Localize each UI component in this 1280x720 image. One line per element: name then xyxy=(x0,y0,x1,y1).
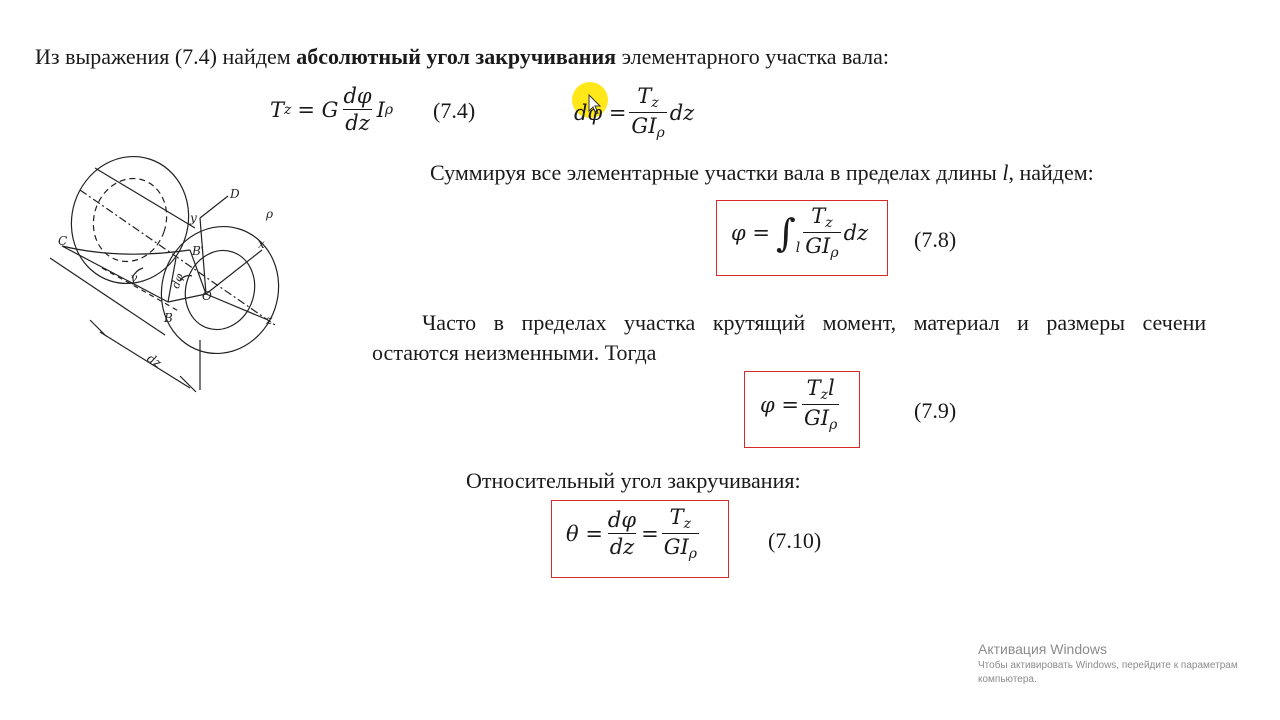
summation-text xyxy=(430,160,1094,186)
label-y: y xyxy=(190,211,197,225)
eqdphi-lhs: dφ = xyxy=(574,100,627,125)
equation-dphi xyxy=(574,84,694,141)
label-c: C xyxy=(58,234,68,248)
label-rho: ρ xyxy=(266,207,274,221)
eq78-num-sub: z xyxy=(825,215,833,231)
windows-activation-title: Активация Windows xyxy=(978,641,1108,657)
equation-number-7-4: (7.4) xyxy=(433,98,476,123)
intro-bold-term: абсолютный угол закручивания xyxy=(296,44,617,69)
eq710-den2-sub: ρ xyxy=(688,546,697,562)
equation-number-7-8: (7.8) xyxy=(914,227,957,252)
eq79-num: T xyxy=(806,376,821,400)
eq79-den: GI xyxy=(803,406,830,430)
eq78-rest: dz xyxy=(843,220,869,245)
label-z: z xyxy=(266,313,273,327)
eqdphi-num: T xyxy=(637,84,652,108)
eq79-num-sub: z xyxy=(820,387,828,403)
label-b-prime: B′ xyxy=(192,244,204,258)
eq78-lhs: φ = xyxy=(731,220,770,245)
eq79-fraction xyxy=(802,376,839,433)
integral-limit: l xyxy=(795,239,801,256)
eq710-fraction-1 xyxy=(606,508,638,559)
eq710-num1: dφ xyxy=(607,508,637,532)
eq74-eq: = G xyxy=(297,97,339,122)
label-x: x xyxy=(258,237,265,251)
often-text-line2: остаются неизменными. Тогда xyxy=(372,340,657,365)
eqdphi-rest: dz xyxy=(669,100,695,125)
label-d: D xyxy=(230,187,240,201)
sum-text-var: l xyxy=(1002,160,1009,185)
eq74-lhs: T xyxy=(270,97,285,122)
windows-activation-line2: компьютера. xyxy=(978,674,1037,685)
label-gamma: γ xyxy=(130,271,138,285)
eqdphi-den-sub: ρ xyxy=(656,125,665,141)
equation-7-9 xyxy=(760,376,842,433)
label-o: O xyxy=(202,289,212,303)
eq74-num: dφ xyxy=(343,84,372,108)
eqdphi-fraction xyxy=(629,84,666,141)
eq78-fraction xyxy=(803,204,840,261)
eq78-den: GI xyxy=(805,234,831,258)
eq710-num2: T xyxy=(669,505,684,529)
eq710-lhs: θ = xyxy=(566,521,603,546)
eq79-den-sub: ρ xyxy=(829,417,838,433)
windows-activation-line1: Чтобы активировать Windows, перейдите к параметрам xyxy=(978,660,1238,671)
label-dz: dz xyxy=(144,351,164,371)
relative-angle-text: Относительный угол закручивания: xyxy=(466,468,801,493)
intro-post: элементарного участка вала: xyxy=(616,44,889,69)
intro-pre: Из выражения (7.4) найдем xyxy=(35,44,297,69)
eqdphi-den: GI xyxy=(631,114,657,138)
eq79-num-rest: l xyxy=(827,376,835,400)
shaft-torsion-figure xyxy=(40,150,300,400)
label-b: B xyxy=(164,311,173,325)
eq710-eq2: = xyxy=(641,521,659,546)
eq710-den2: GI xyxy=(663,535,689,559)
equation-7-4 xyxy=(270,84,393,135)
intro-text xyxy=(35,44,889,70)
sum-text-post: , найдем: xyxy=(1008,160,1094,185)
eq74-fraction xyxy=(341,84,373,135)
equation-7-8 xyxy=(731,204,868,261)
integral-sign: ∫ xyxy=(775,210,796,255)
eq710-fraction-2 xyxy=(662,505,699,562)
eq74-rest-sub: ρ xyxy=(384,101,394,118)
eq710-den1: dz xyxy=(609,535,635,559)
eq710-num2-sub: z xyxy=(683,516,692,532)
equation-number-7-10: (7.10) xyxy=(768,528,822,553)
equation-7-10 xyxy=(566,505,702,562)
equation-number-7-9: (7.9) xyxy=(914,398,957,423)
eq74-rest: I xyxy=(376,97,385,122)
eq74-lhs-sub: z xyxy=(284,101,292,118)
often-text-line1: Часто в пределах участка крутящий момент, материал и размеры сечени xyxy=(422,310,1207,335)
eq79-lhs: φ = xyxy=(760,392,799,417)
eqdphi-num-sub: z xyxy=(651,95,659,111)
eq78-den-sub: ρ xyxy=(830,245,839,261)
eq78-num: T xyxy=(811,204,826,228)
sum-text-pre: Суммируя все элементарные участки вала в пределах длины xyxy=(430,160,1003,185)
label-dphi: dφ xyxy=(168,271,187,291)
eq74-den: dz xyxy=(345,111,370,135)
